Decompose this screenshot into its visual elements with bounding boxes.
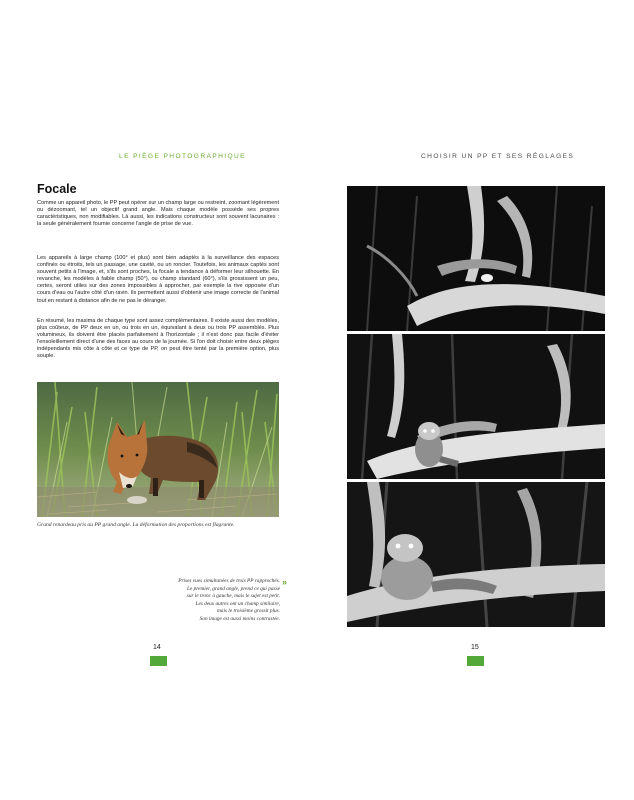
caption-line: Le premier, grand angle, prend ce qui passe bbox=[186, 585, 280, 592]
caption-line: mais le troisième grossit plus. bbox=[216, 608, 280, 615]
camera-trap-photo-zoomed bbox=[347, 482, 605, 627]
caption-line: Prises vues simultanées de trois PP rapprochés. bbox=[178, 578, 280, 584]
paragraph-text: Comme un appareil photo, le PP peut opérer sur un champ large ou restreint, zoomant légèrement ou dézoomant, tel un objectif grand angle. Mais chaque modèle possède ses propres caractéristiques, non modifiables. Là aussi, les indications constructeur sont souvent lacunaires : la seule généralement fournie concerne l'angle de prise de vue. bbox=[37, 200, 279, 228]
body-paragraph-1 bbox=[37, 200, 279, 228]
running-head-left: LE PIÈGE PHOTOGRAPHIQUE bbox=[119, 153, 246, 160]
fox-photo bbox=[37, 382, 279, 517]
camera-trap-triptych bbox=[347, 186, 605, 627]
chevron-right-icon: » bbox=[282, 577, 288, 587]
fox-photo-caption: Grand renardeau pris au PP grand angle. La déformation des proportions est flagrante. bbox=[37, 522, 235, 528]
camera-trap-photo-wide bbox=[347, 186, 605, 331]
page-tab-left bbox=[150, 656, 167, 666]
paragraph-text: En résumé, les maxima de chaque type sont assez complémentaires. Il existe aussi des modèles, plus coûteux, de PP deux en un, ou trois en un, équivalant à deux ou trois PP assemblés. Plus volumineux, ils doivent être placés parfaitement à l'horizontale ; il n'est donc pas facile d'éviter l'ensoleillement direct d'une des faces au cours de la journée. Si l'on doit choisir entre deux pièges indépendants mis côte à côte et ce type de PP, on peut être tenté par la première option, plus souple. bbox=[37, 318, 279, 360]
section-heading: Focale bbox=[37, 182, 77, 196]
camera-trap-photo-standard bbox=[347, 334, 605, 479]
caption-line: Les deux autres ont un champ similaire, bbox=[195, 600, 280, 607]
running-head-right: CHOISIR UN PP ET SES RÉGLAGES bbox=[421, 153, 575, 160]
page-number-right: 15 bbox=[471, 644, 479, 651]
body-paragraph-2 bbox=[37, 255, 279, 305]
triptych-caption bbox=[140, 578, 280, 624]
caption-line: Son image est aussi moins contrastée. bbox=[199, 615, 280, 622]
body-paragraph-3 bbox=[37, 318, 279, 361]
caption-line: sur le tronc à gauche, mais le sujet est petit. bbox=[186, 593, 280, 600]
page-tab-right bbox=[467, 656, 484, 666]
paragraph-text: Les appareils à large champ (100° et plus) sont bien adaptés à la surveillance des espaces confinés ou étroits, tels un passage, une cavité, ou un roncier. Toutefois, les animaux captés sont souvent petits à l'image, et, s'ils sont proches, la focale a tendance à déformer leur silhouette. En revanche, les modèles à faible champ (50°), ou champ standard (60°), s'ils grossissent un peu, certes, seront utiles sur des zones impossibles à approcher, par exemple la rive opposée d'un cours d'eau ou l'autre côté d'un ravin. Ils permettent aussi d'obtenir une image correcte de l'animal tout en restant à distance afin de ne pas le déranger. bbox=[37, 255, 279, 304]
page-number-left: 14 bbox=[153, 644, 161, 651]
